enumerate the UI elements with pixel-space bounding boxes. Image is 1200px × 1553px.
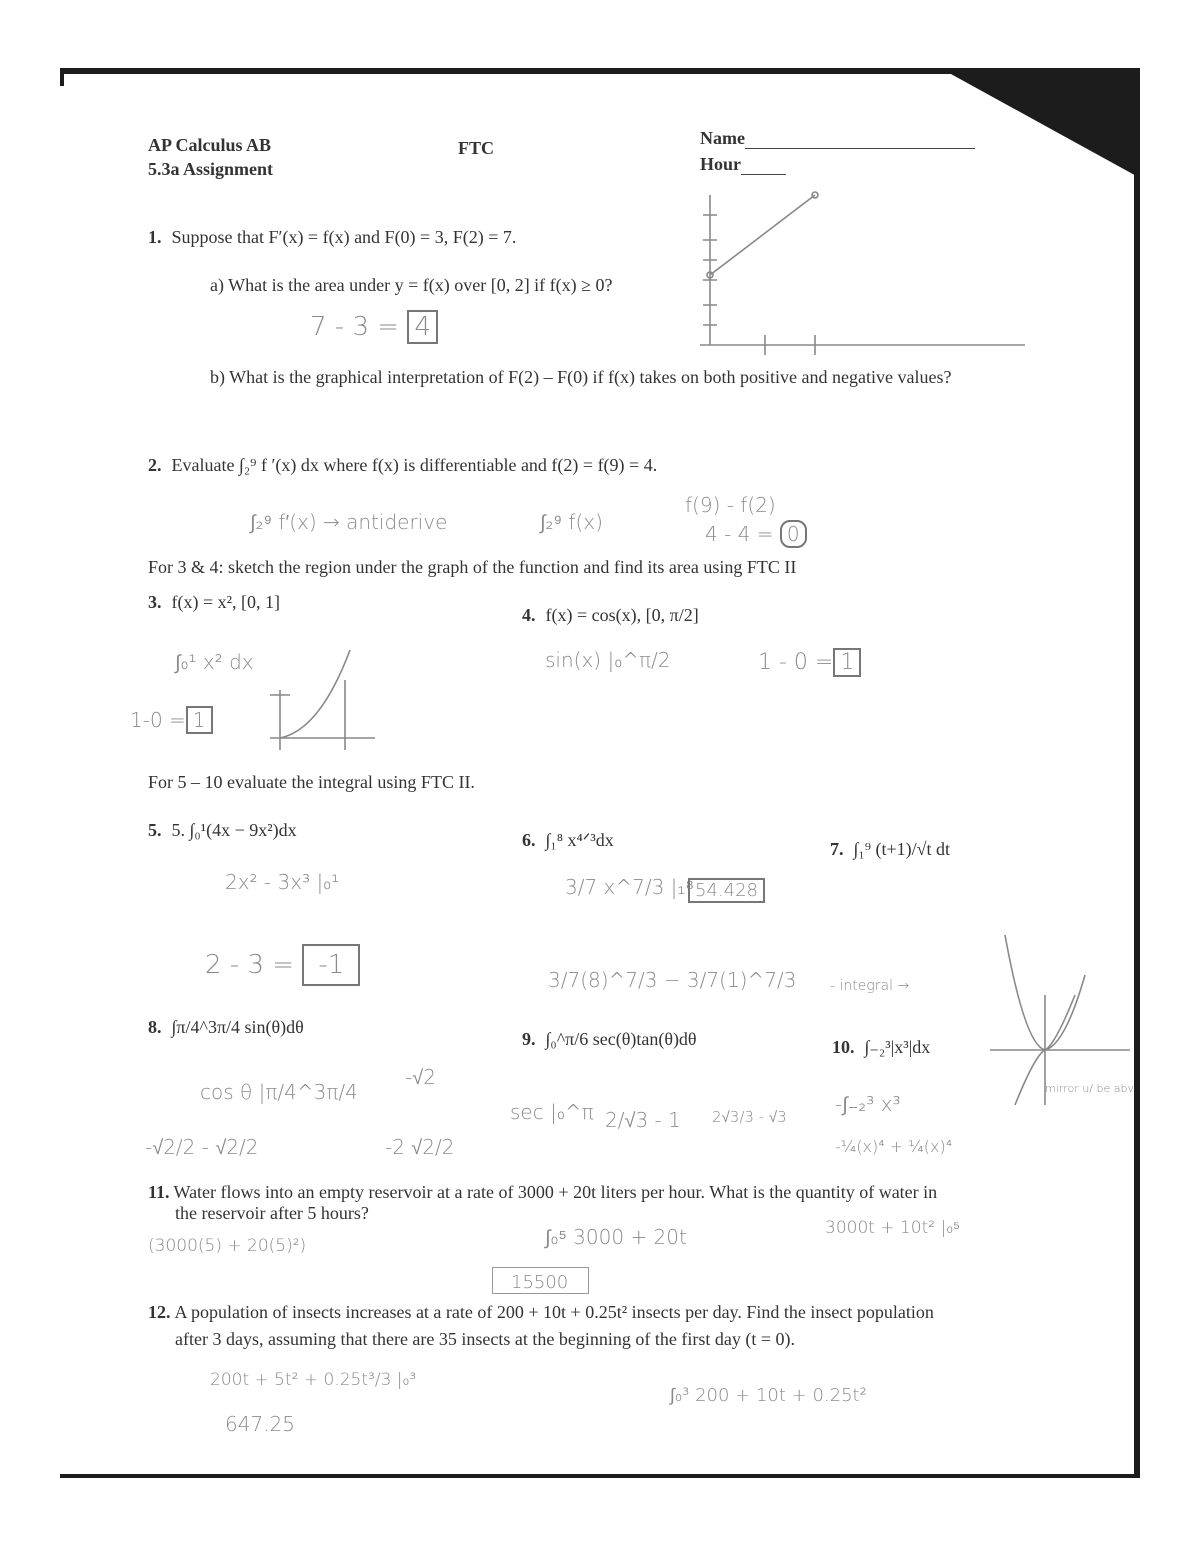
question-number: 10. [832, 1037, 855, 1057]
name-label: Name [700, 128, 745, 148]
name-line [745, 134, 975, 149]
question-number: 8. [148, 1017, 162, 1037]
boxed-answer: 1 [833, 648, 861, 677]
question-number: 7. [830, 839, 844, 859]
topic-title: FTC [458, 138, 494, 158]
question-text: A population of insects increases at a rate of 200 + 10t + 0.25t² insects per day. Find the insect population [174, 1302, 934, 1322]
folded-corner [940, 68, 1140, 178]
work-9-step: 2/√3 - 1 [605, 1108, 681, 1132]
assignment-title: 5.3a Assignment [148, 159, 274, 179]
instructions-5-10: For 5 – 10 evaluate the integral using FTC II. [148, 772, 475, 792]
work-6-step: 3/7(8)^7/3 − 3/7(1)^7/3 [548, 968, 797, 992]
work-11: (3000(5) + 20(5)²) [148, 1236, 307, 1256]
work-3: ∫₀¹ x² dx [175, 650, 254, 674]
name-field [700, 129, 975, 149]
scan-edge-bottom [60, 1474, 1140, 1478]
work-11-integral: ∫₀⁵ 3000 + 20t [545, 1225, 687, 1249]
question-number: 5. [148, 820, 162, 840]
work-9: sec |₀^π [510, 1100, 594, 1124]
question-text: f(x) = x², [0, 1] [171, 592, 281, 612]
boxed-answer: 1 [186, 706, 213, 734]
answer-11: 15500 [492, 1267, 589, 1294]
question-text: ∫₁⁹ (t+1)/√t dt [853, 839, 951, 859]
question-4 [522, 606, 699, 626]
boxed-answer: 0 [780, 520, 807, 548]
graph-sketch-3 [265, 650, 380, 755]
work-8-mid: -√2 [405, 1065, 436, 1089]
graph-sketch-1 [695, 185, 1035, 355]
work-9-step2: 2√3/3 - √3 [712, 1108, 787, 1126]
answer-12: 647.25 [225, 1412, 295, 1436]
result-3 [130, 708, 213, 732]
work-text: 1-0 = [130, 708, 186, 732]
note-7b: mirror u/ be abv [1045, 1082, 1134, 1095]
boxed-answer: -1 [302, 944, 360, 986]
question-11-line2: the reservoir after 5 hours? [175, 1203, 369, 1223]
question-8 [148, 1018, 304, 1038]
scan-edge-right [1134, 68, 1140, 1478]
question-number: 2. [148, 455, 162, 475]
work-11-anti: 3000t + 10t² |₀⁵ [825, 1218, 961, 1238]
work-4: sin(x) |₀^π/2 [545, 648, 671, 672]
work-8-step: -√2/2 - √2/2 [145, 1135, 259, 1159]
instructions-3-4: For 3 & 4: sketch the region under the graph of the function and find its area using FTC II [148, 557, 797, 577]
work-12-integral: ∫₀³ 200 + 10t + 0.25t² [670, 1385, 867, 1406]
question-9 [522, 1030, 697, 1050]
question-12 [148, 1303, 934, 1323]
work-2-step3: f(9) - f(2) [685, 493, 776, 517]
work-2-step2: ∫₂⁹ f(x) [540, 510, 603, 534]
work-text: 7 - 3 = [310, 312, 400, 342]
question-5 [148, 821, 297, 841]
question-1b: b) What is the graphical interpretation of F(2) – F(0) if f(x) takes on both positive and negative values? [210, 367, 952, 387]
question-number: 11. [148, 1182, 170, 1202]
answer-6 [688, 880, 765, 901]
work-10-step: -¼(x)⁴ + ¼(x)⁴ [835, 1137, 953, 1156]
question-text: Suppose that F′(x) = f(x) and F(0) = 3, F(2) = 7. [171, 227, 517, 247]
question-text: ∫₁⁸ x⁴ᐟ³dx [545, 830, 614, 850]
question-6 [522, 831, 614, 851]
question-text: Water flows into an empty reservoir at a rate of 3000 + 20t liters per hour. What is the quantity of water in [173, 1182, 938, 1202]
work-8: cos θ |π/4^3π/4 [200, 1080, 358, 1104]
question-3 [148, 593, 280, 613]
question-text: 5. ∫₀¹(4x − 9x²)dx [171, 820, 297, 840]
course-title: AP Calculus AB [148, 135, 272, 155]
note-7: - integral → [830, 978, 910, 994]
question-text: Evaluate ∫₂⁹ f ′(x) dx where f(x) is differentiable and f(2) = f(9) = 4. [171, 455, 658, 475]
question-text: f(x) = cos(x), [0, π/2] [545, 605, 699, 625]
answer-1a [310, 312, 438, 342]
work-2-step1: ∫₂⁹ f′(x) → antiderive [250, 510, 448, 534]
scan-edge-left [60, 68, 64, 86]
work-10: -∫₋₂³ x³ [835, 1092, 901, 1116]
question-7 [830, 840, 950, 860]
hour-label: Hour [700, 154, 742, 174]
question-1 [148, 228, 516, 248]
question-1a: a) What is the area under y = f(x) over [0, 2] if f(x) ≥ 0? [210, 275, 613, 295]
question-2 [148, 456, 657, 476]
result-4 [758, 650, 861, 675]
question-text: ∫₋₂³|x³|dx [864, 1037, 931, 1057]
work-6: 3/7 x^7/3 |₁⁸ [565, 875, 694, 899]
work-2-step4 [705, 522, 807, 546]
question-text: ∫₀^π/6 sec(θ)tan(θ)dθ [545, 1029, 697, 1049]
boxed-answer: 54.428 [688, 878, 765, 903]
question-number: 4. [522, 605, 536, 625]
question-number: 12. [148, 1302, 171, 1322]
graph-sketch-10 [985, 935, 1130, 1105]
work-text: 2 - 3 = [205, 950, 295, 980]
question-number: 9. [522, 1029, 536, 1049]
question-12-line2: after 3 days, assuming that there are 35 insects at the beginning of the first day (t = 0). [175, 1329, 795, 1349]
work-12: 200t + 5t² + 0.25t³/3 |₀³ [210, 1370, 417, 1390]
hour-line [741, 160, 786, 175]
boxed-answer: 4 [407, 310, 438, 344]
question-number: 1. [148, 227, 162, 247]
question-10 [832, 1038, 930, 1058]
result-5 [205, 950, 360, 980]
hour-field [700, 155, 786, 175]
work-text: 1 - 0 = [758, 650, 834, 675]
question-11 [148, 1183, 937, 1203]
work-8-end: -2 √2/2 [385, 1135, 455, 1159]
work-5: 2x² - 3x³ |₀¹ [225, 870, 340, 894]
question-text: ∫π/4^3π/4 sin(θ)dθ [171, 1017, 304, 1037]
question-number: 6. [522, 830, 536, 850]
question-number: 3. [148, 592, 162, 612]
work-text: 4 - 4 = [705, 522, 774, 546]
